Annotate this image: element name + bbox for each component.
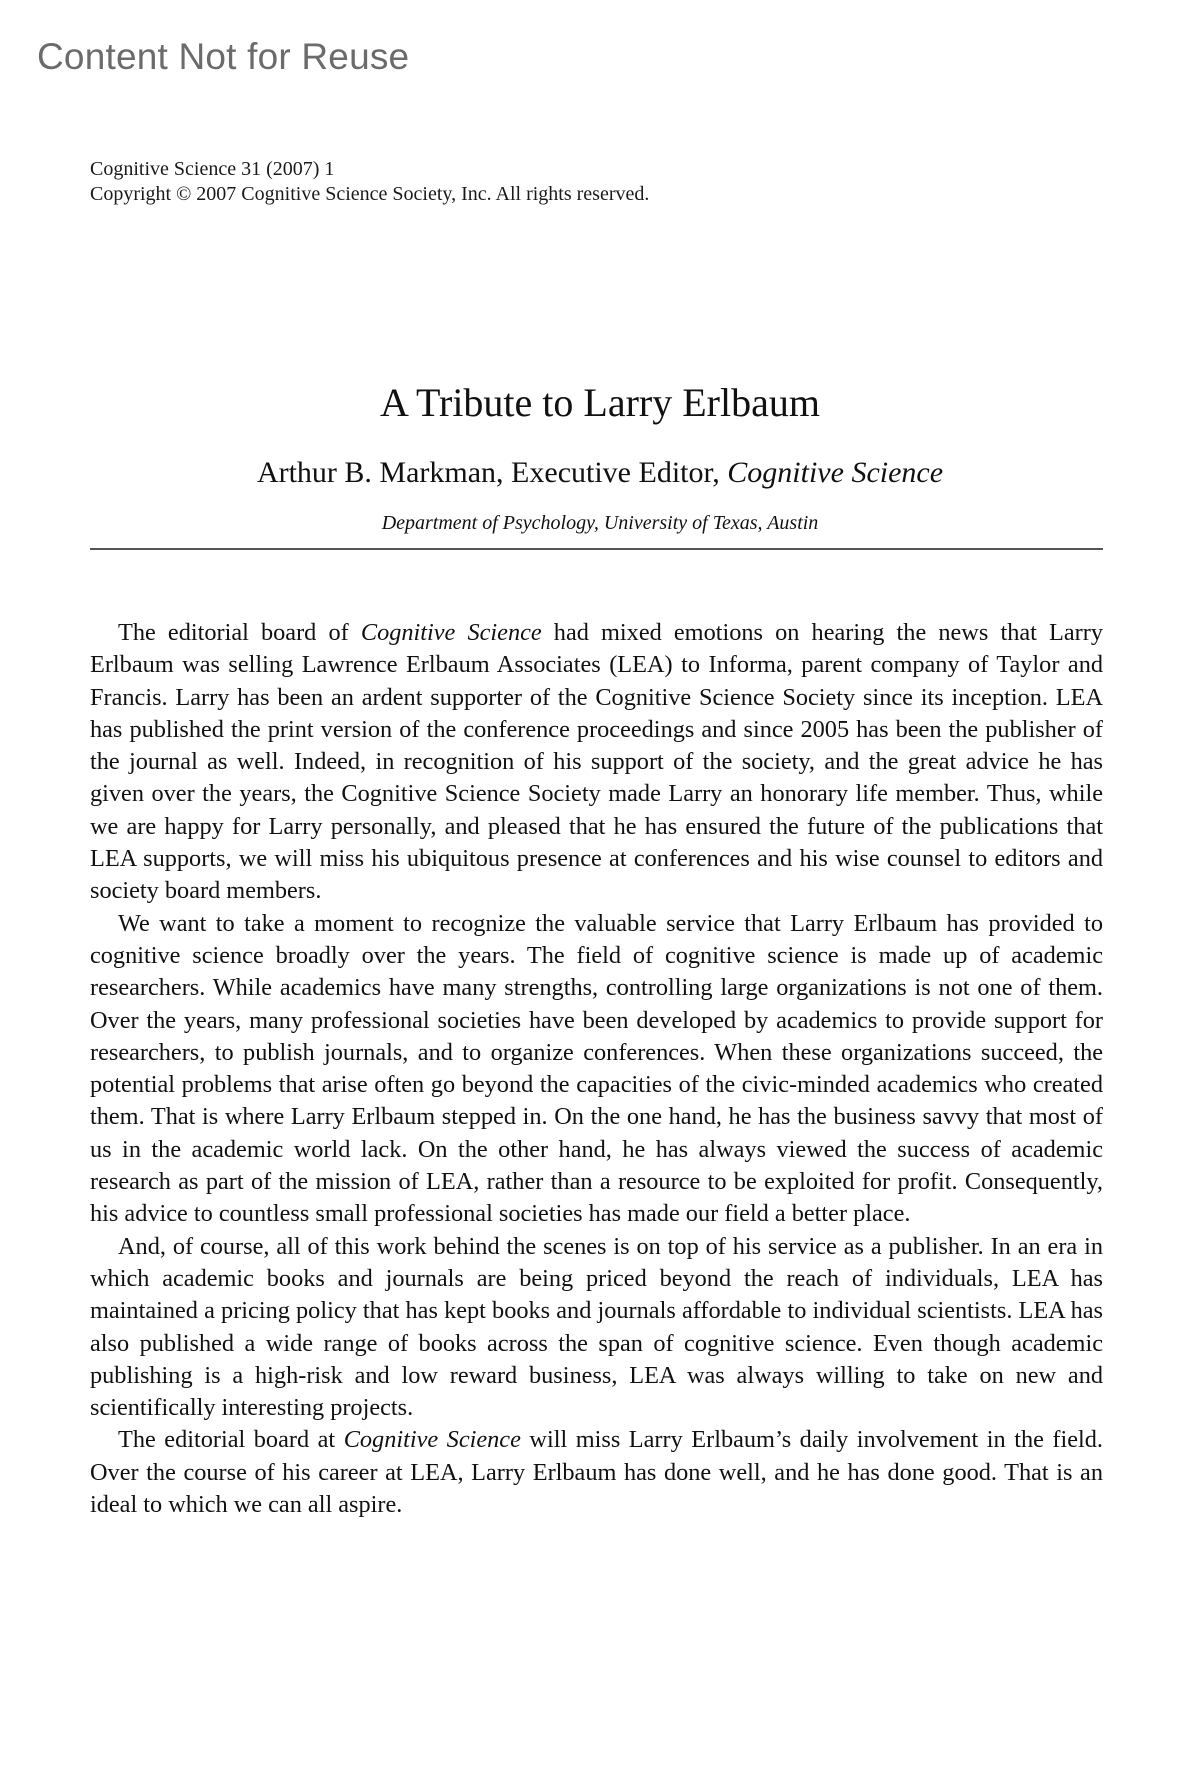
author-journal: Cognitive Science: [727, 456, 944, 489]
author-name: Arthur B. Markman, Executive Editor,: [256, 456, 720, 489]
journal-citation: Cognitive Science 31 (2007) 1: [90, 158, 335, 180]
article-title: A Tribute to Larry Erlbaum: [380, 380, 820, 425]
author-affiliation: Department of Psychology, University of Texas, Austin: [381, 512, 819, 534]
header-divider: [90, 548, 1103, 550]
author-line: [0, 455, 1200, 491]
paragraph-2: We want to take a moment to recognize the valuable service that Larry Erlbaum has provided to cognitive science broadly over the years. The field of cognitive science is made up of academic researchers. While academics have many strengths, controlling large organizations is not one of them. Over the years, many professional societies have been developed by academics to provide support for researchers, to publish journals, and to organize conferences. When these organizations succeed, the potential problems that arise often go beyond the capacities of the civic-minded academics who created them. That is where Larry Erlbaum stepped in. On the one hand, he has the business savvy that most of us in the academic world lack. On the other hand, he has always viewed the success of academic research as part of the mission of LEA, rather than a resource to be exploited for profit. Consequently, his advice to countless small professional societies has made our field a better place.: [90, 909, 1103, 1228]
journal-info: [90, 157, 649, 207]
copyright-notice: Copyright © 2007 Cognitive Science Society, Inc. All rights reserved.: [90, 183, 650, 205]
paragraph-1-journal: Cognitive Science: [360, 619, 542, 646]
paragraph-4: [90, 1424, 1103, 1521]
watermark: Content Not for Reuse: [37, 36, 410, 77]
paragraph-1: [90, 617, 1103, 908]
article-body: [90, 617, 1103, 1521]
paragraph-4-start: The editorial board at: [118, 1426, 344, 1454]
paragraph-4-journal: Cognitive Science: [343, 1426, 521, 1454]
paragraph-1-rest: had mixed emotions on hearing the news that Larry Erlbaum was selling Lawrence Erlbaum Associates (LEA) to Informa, parent company of Taylor and Francis. Larry has been an ardent supporter of the Cognitive Science Society since its inception. LEA has published the print version of the conference proceedings and since 2005 has been the publisher of the journal as well. Indeed, in recognition of his support of the society, and the great advice he has given over the years, the Cognitive Science Society made Larry an honorary life member. Thus, while we are happy for Larry personally, and pleased that he has ensured the future of the publications that LEA supports, we will miss his ubiquitous presence at conferences and his wise counsel to editors and society board members.: [90, 619, 1103, 905]
paragraph-1-start: The editorial board of: [118, 619, 361, 646]
paragraph-4-rest: will miss Larry Erlbaum’s daily involvement in the field. Over the course of his career at LEA, Larry Erlbaum has done well, and he has done good. That is an ideal to which we can all aspire.: [90, 1426, 1103, 1519]
paragraph-3: And, of course, all of this work behind the scenes is on top of his service as a publisher. In an era in which academic books and journals are being priced beyond the reach of individuals, LEA has maintained a pricing policy that has kept books and journals affordable to individual scientists. LEA has also published a wide range of books across the span of cognitive science. Even though academic publishing is a high-risk and low reward business, LEA was always willing to take on new and scientifically interesting projects.: [90, 1232, 1103, 1422]
